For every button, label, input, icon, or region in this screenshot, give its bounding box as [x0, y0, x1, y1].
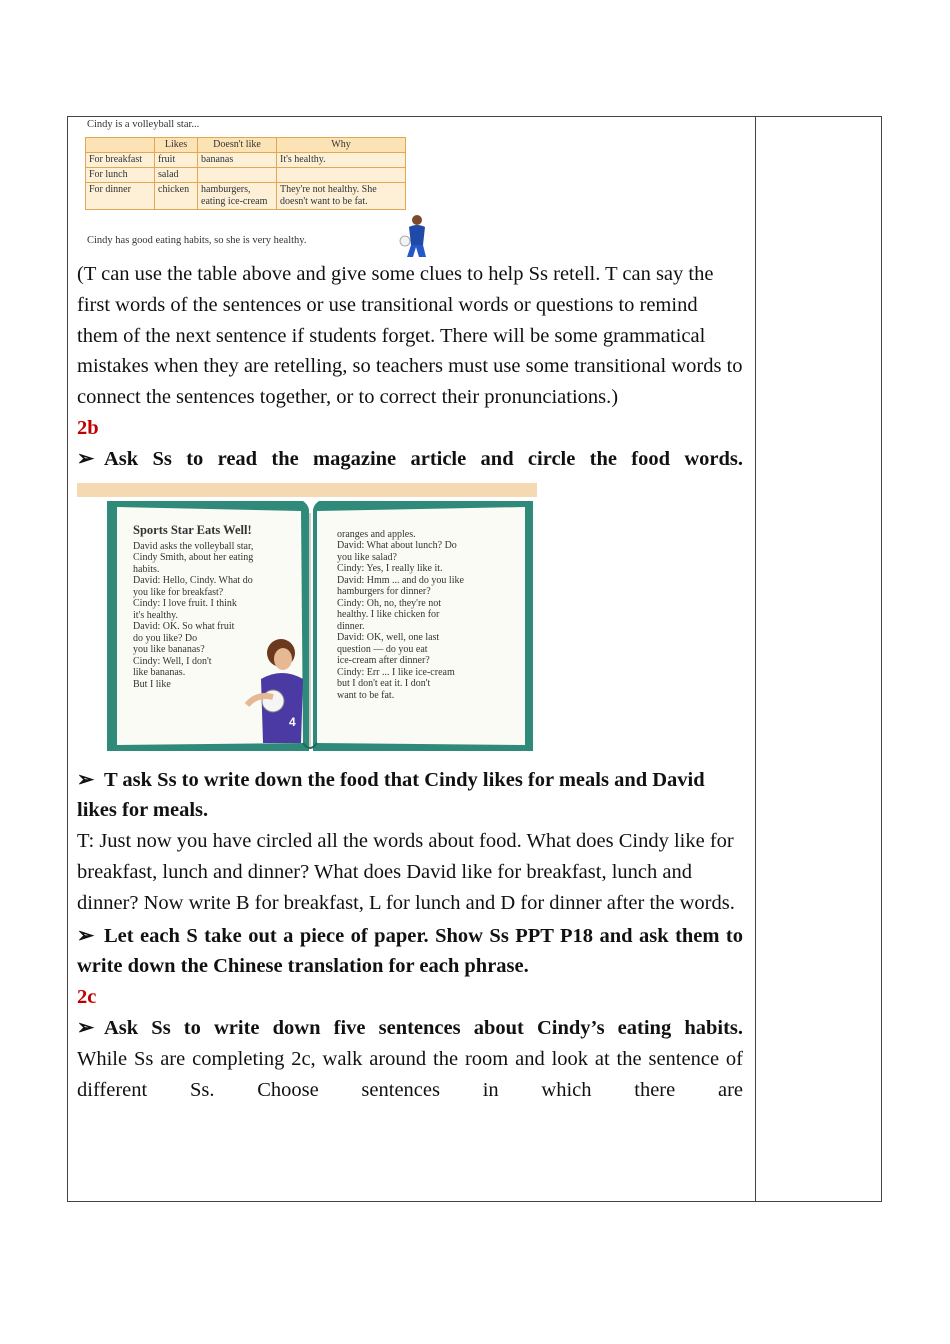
section-heading-2c: 2c: [77, 986, 97, 1009]
teacher-dialogue: T: Just now you have circled all the words about food. What does Cindy like for breakfast, lunch and dinner? What does David like for breakfast, lunch and dinner? Now write B for breakfast, L for lunch and D for dinner after the words.: [77, 830, 735, 914]
arrow-bullet-icon: ➢: [77, 924, 95, 947]
figure-caption: Cindy is a volleyball star...: [87, 119, 200, 130]
table-row: For dinner chicken hamburgers, eating ice-cream They're not healthy. She doesn't want to be fat.: [86, 183, 406, 210]
table-header-row: Likes Doesn't like Why: [86, 138, 406, 153]
article-right-page: oranges and apples. David: What about lunch? Do you like salad? Cindy: Yes, I really like it. David: Hmm ... and do you like hamburgers for dinner? Cindy: Oh, no, they're not healthy. I like chicken for dinner. David: OK, well, one last question — do you eat ice-cream after dinner? Cindy: Err ... I like ice-cream but I don't eat it. I don't want to be fat.: [337, 528, 464, 701]
lesson-content-cell: [77, 117, 743, 1105]
arrow-bullet-icon: ➢: [77, 768, 95, 791]
volleyball-girl-icon: [399, 213, 429, 257]
arrow-bullet-icon: ➢: [77, 1016, 95, 1039]
article-left-page: David asks the volleyball star, Cindy Smith, about her eating habits. David: Hello, Cindy. What do you like for breakfast? Cindy: I love fruit. I think it's healthy. David: OK. So what fruit do you like? Do you like bananas? Cindy: Well, I don't like bananas. But I like: [133, 540, 254, 690]
eating-habits-table: [85, 137, 406, 210]
section-heading-2b: 2b: [77, 416, 99, 439]
magazine-article-image: [77, 483, 537, 761]
bullet-item: ➢ Ask Ss to read the magazine article and circle the food words.: [77, 444, 743, 475]
arrow-bullet-icon: ➢: [77, 447, 95, 470]
figure-summary: Cindy has good eating habits, so she is very healthy.: [87, 235, 307, 246]
bullet-item: ➢ Ask Ss to write down five sentences about Cindy’s eating habits.: [77, 1013, 743, 1044]
article-title: Sports Star Eats Well!: [133, 522, 252, 537]
teacher-note-retell: (T can use the table above and give some clues to help Ss retell. T can say the first words of the sentences or use transitional words or questions to remind them of the next sentence if students forget. There will be some grammatical mistakes when they are retelling, so teachers must use some transitional words to connect the sentences together, or to correct their pronunciations.): [77, 263, 743, 409]
retell-table-image: [77, 117, 437, 259]
lesson-table: [67, 116, 882, 1202]
jersey-number: 4: [289, 714, 296, 729]
table-row: For breakfast fruit bananas It's healthy.: [86, 153, 406, 168]
bullet-item: ➢ T ask Ss to write down the food that Cindy likes for meals and David likes for meals.: [77, 765, 743, 827]
teacher-note-2c: While Ss are completing 2c, walk around the room and look at the sentence of different Ss. Choose sentences in which there are: [77, 1047, 743, 1101]
column-divider: [755, 117, 756, 1201]
bullet-item: ➢ Let each S take out a piece of paper. Show Ss PPT P18 and ask them to write down the Chinese translation for each phrase.: [77, 921, 743, 983]
table-row: For lunch salad: [86, 168, 406, 183]
